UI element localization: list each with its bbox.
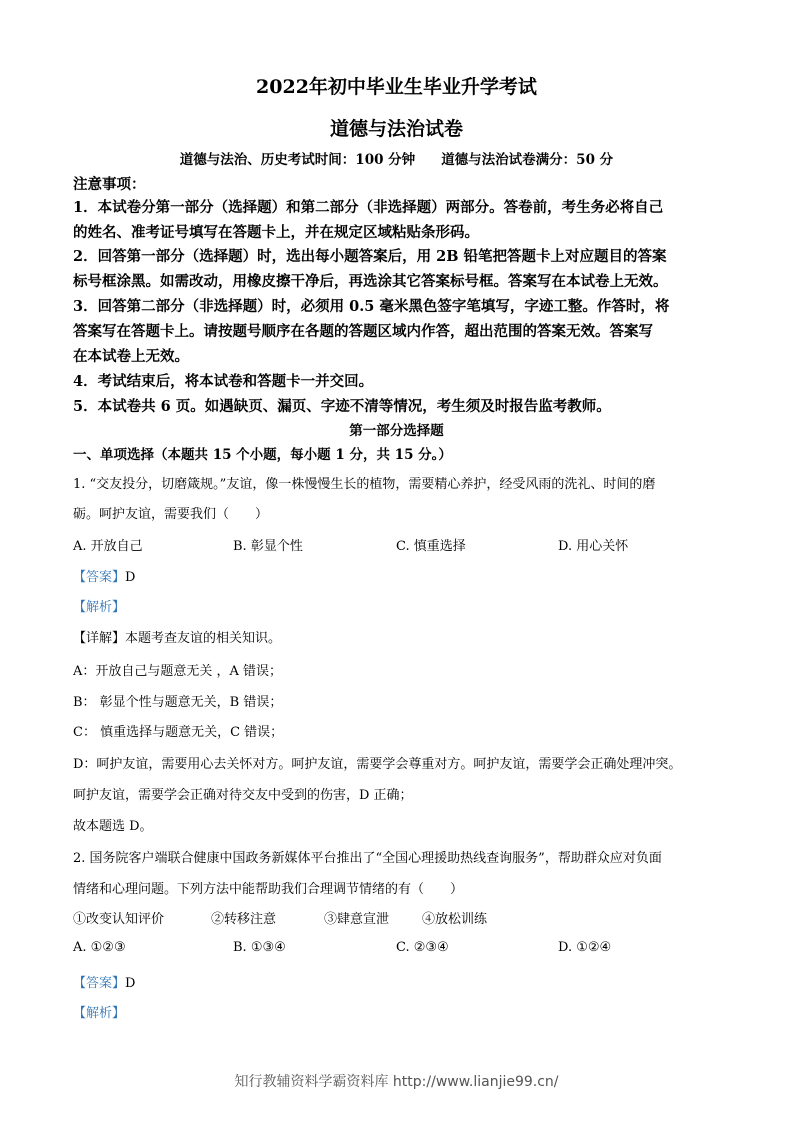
q2-item: ②转移注意 [211,912,277,927]
q1-analysis-tag: 【解析】 [73,600,126,615]
q1-option-d: D. 用心关怀 [558,539,629,554]
q1-explain-line: 呵护友谊，需要学会正确对待交友中受到的伤害，D 正确； [73,788,413,803]
q1-option-c: C. 慎重选择 [396,539,466,554]
q2-option-d: D. ①②④ [558,940,612,955]
q1-answer [73,566,135,585]
notice-line: 3．回答第二部分（非选择题）时，必须用 0.5 毫米黑色签字笔填写，字迹工整。作答时，将 [73,298,670,315]
q1-conclusion: 故本题选 D。 [73,819,153,834]
q2-item: ④放松训练 [422,912,488,927]
q1-stem: 1. “交友投分，切磨箴规。”友谊，像一株慢慢生长的植物，需要精心养护，经受风雨的洗礼、时间的磨 [73,477,656,492]
answer-value: D [125,976,136,991]
answer-tag: 【答案】 [73,976,126,991]
q1-explain-line: C： 慎重选择与题意无关，C 错误； [73,725,284,740]
q1-explain-line: D：呵护友谊，需要用心去关怀对方。呵护友谊，需要学会尊重对方。呵护友谊，需要学会正确处理冲突。 [73,757,682,772]
notice-line: 答案写在答题卡上。请按题号顺序在各题的答题区域内作答，超出范围的答案无效。答案写 [73,323,653,340]
q2-option-c: C. ②③④ [396,940,449,955]
q1-explain-line: A：开放自己与题意无关 ，A 错误； [73,664,283,679]
answer-tag: 【答案】 [73,570,126,585]
answer-value: D [125,570,136,585]
exam-time: 道德与法治、历史考试时间：100 分钟 [179,152,416,168]
q2-analysis-tag: 【解析】 [73,1006,126,1021]
q1-option-a: A. 开放自己 [73,539,143,554]
q2-item: ③肆意宣泄 [324,912,390,927]
q2-answer [73,972,135,991]
full-score: 道德与法治试卷满分：50 分 [441,152,614,168]
notice-line: 4．考试结束后，将本试卷和答题卡一并交回。 [73,373,374,390]
q2-option-b: B. ①③④ [233,940,286,955]
notice-line: 标号框涂黑。如需改动，用橡皮擦干净后，再选涂其它答案标号框。答案写在本试卷上无效。 [73,273,668,290]
notice-line: 在本试卷上无效。 [73,348,189,365]
exam-info [0,148,793,168]
notice-heading: 注意事项： [73,176,146,193]
exam-subtitle: 道德与法治试卷 [329,118,463,140]
q1-stem-cont: 砺。呵护友谊，需要我们（ ） [73,507,269,522]
q1-option-b: B. 彰显个性 [233,539,303,554]
footer-watermark: 知行教辅资料学霸资料库 http://www.lianjie99.cn/ [234,1074,559,1090]
exam-title: 2022年初中毕业生毕业升学考试 [256,76,537,98]
notice-line: 1．本试卷分第一部分（选择题）和第二部分（非选择题）两部分。答卷前，考生务必将自己 [73,199,664,216]
q1-detail: 【详解】本题考查友谊的相关知识。 [73,631,282,646]
notice-line: 2．回答第一部分（选择题）时，选出每小题答案后，用 2B 铅笔把答题卡上对应题目的答案 [73,248,667,265]
q2-option-a: A. ①②③ [73,940,126,955]
q2-stem: 2. 国务院客户端联合健康中国政务新媒体平台推出了“全国心理援助热线查询服务”，帮助群众应对负面 [73,851,662,866]
section-heading: 一、单项选择（本题共 15 个小题，每小题 1 分，共 15 分。） [73,447,452,463]
notice-line: 的姓名、准考证号填写在答题卡上，并在规定区域粘贴条形码。 [73,224,479,241]
notice-line: 5．本试卷共 6 页。如遇缺页、漏页、字迹不清等情况，考生须及时报告监考教师。 [73,398,611,415]
q2-stem-cont: 情绪和心理问题。下列方法中能帮助我们合理调节情绪的有（ ） [73,882,464,897]
q2-item: ①改变认知评价 [73,912,165,927]
q1-explain-line: B： 彰显个性与题意无关，B 错误； [73,695,283,710]
part1-heading: 第一部分选择题 [349,423,444,439]
